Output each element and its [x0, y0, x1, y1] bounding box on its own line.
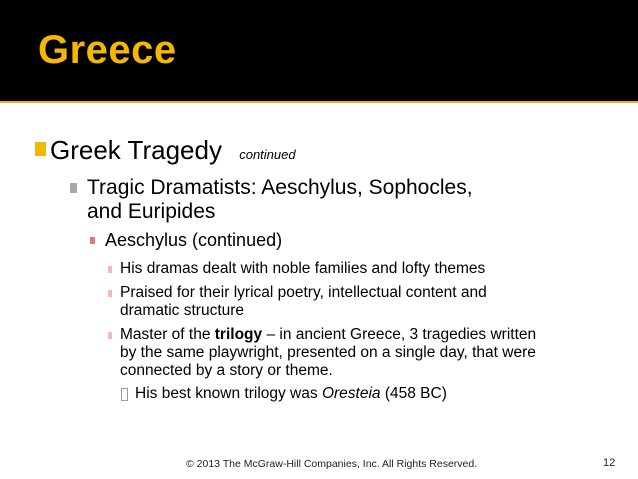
heading-text: Greek Tragedy [50, 135, 222, 165]
title-divider [0, 101, 638, 103]
square-bullet-icon [108, 266, 112, 273]
square-bullet-icon [70, 183, 77, 193]
topic-text: Aeschylus (continued) [105, 230, 283, 250]
point-line2: by the same playwright, presented on a single day, that were [120, 344, 536, 361]
point-line1: Praised for their lyrical poetry, intellectual content and [120, 284, 487, 301]
square-bullet-icon [35, 142, 46, 156]
point-post: – in ancient Greece, 3 tragedies written [262, 326, 537, 343]
subheading-line2: and Euripides [87, 200, 216, 223]
point-line2: dramatic structure [120, 302, 245, 319]
bullet-level5 [135, 385, 447, 403]
bullet-level1 [50, 135, 296, 166]
point-line1 [120, 326, 600, 344]
footer-copyright: © 2013 The McGraw-Hill Companies, Inc. All Rights Reserved. [186, 458, 478, 470]
subpoint-italic: Oresteia [321, 385, 381, 402]
bullet-level3 [105, 230, 282, 251]
heading-note: continued [239, 147, 296, 162]
subpoint-post: (458 BC) [380, 385, 447, 402]
point-bold-term: trilogy [214, 326, 263, 343]
slide-title: Greece [38, 28, 177, 72]
bullet-level4 [120, 326, 600, 380]
title-bar [0, 0, 638, 101]
subheading-line1: Tragic Dramatists: Aeschylus, Sophocles, [87, 176, 473, 199]
point-pre: Master of the [120, 326, 215, 343]
point-text: His dramas dealt with noble families and lofty themes [120, 260, 486, 277]
point-line3: connected by a story or theme. [120, 362, 333, 379]
bullet-level2 [87, 176, 587, 224]
missing-glyph-bullet-icon [121, 388, 128, 401]
square-bullet-icon [90, 237, 95, 244]
subpoint-pre: His best known trilogy was [135, 385, 322, 402]
bullet-level4 [120, 260, 600, 278]
page-number: 12 [603, 457, 616, 469]
square-bullet-icon [108, 290, 112, 297]
bullet-level4 [120, 284, 600, 320]
square-bullet-icon [108, 332, 112, 339]
